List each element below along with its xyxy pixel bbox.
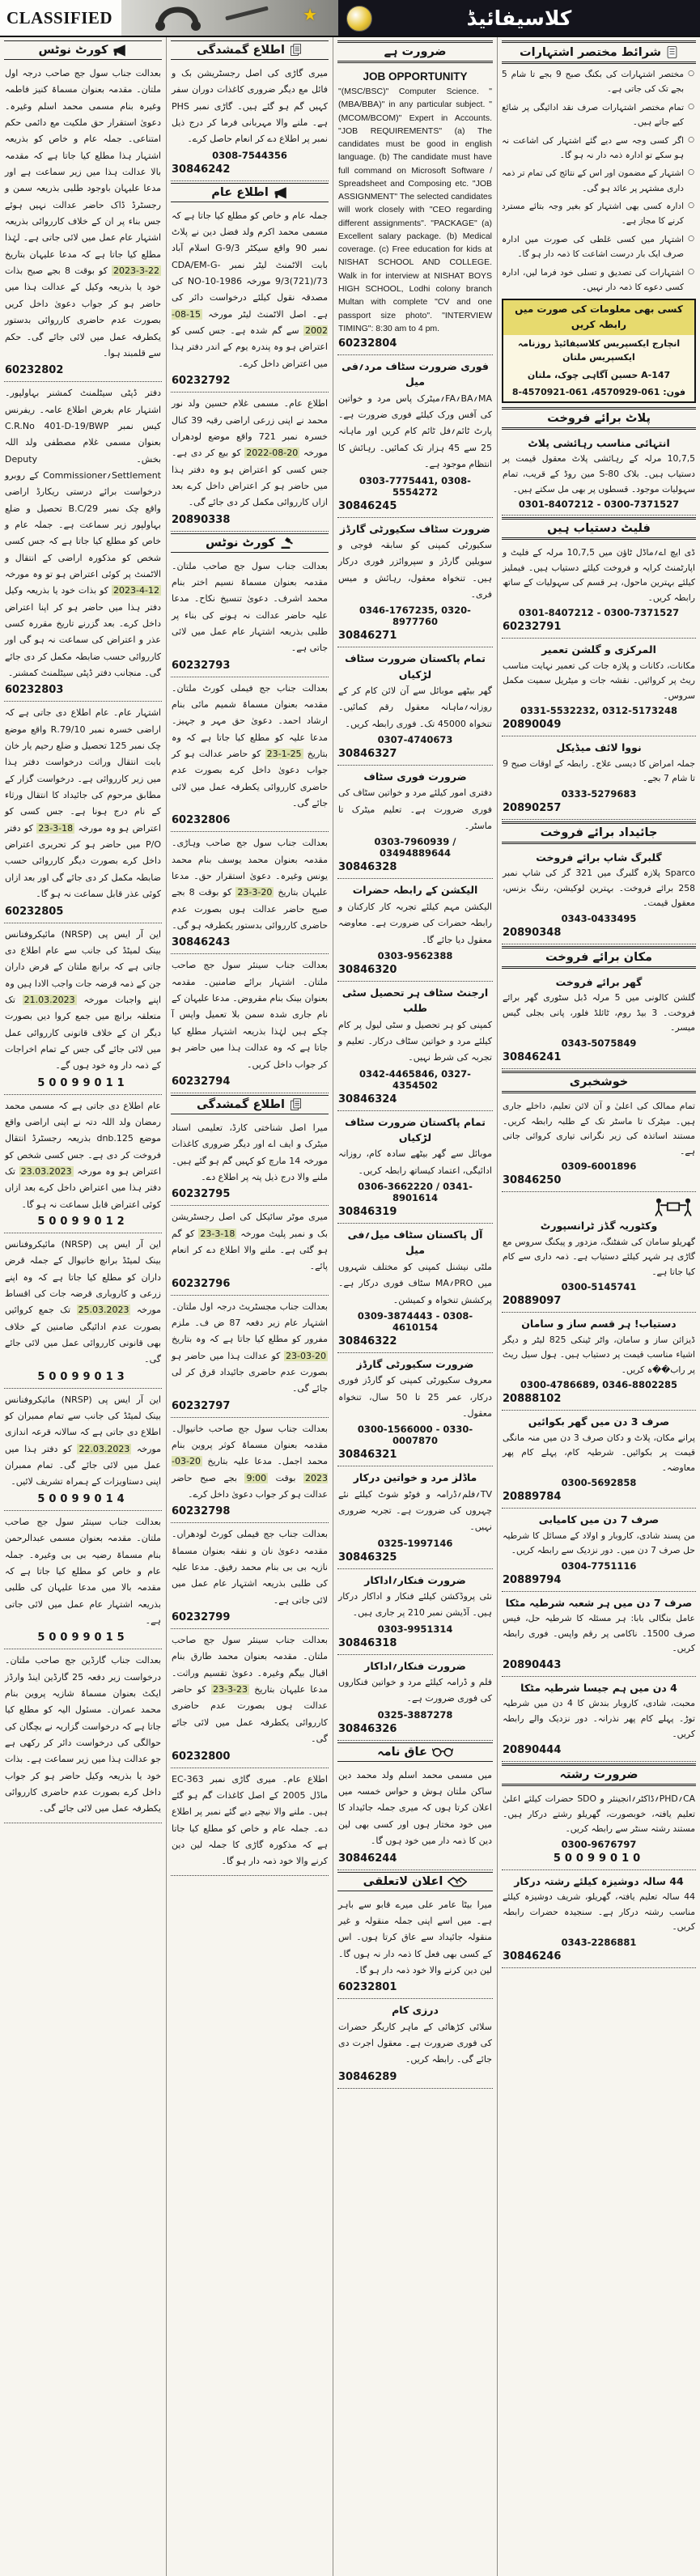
- classified-ad: [337, 355, 493, 517]
- ad-serial: 60232795: [172, 1188, 231, 1201]
- section-header: [337, 1872, 493, 1891]
- masthead: [0, 0, 700, 37]
- section-header: [502, 821, 696, 844]
- section-header-label: خوشخبری: [569, 1076, 629, 1089]
- ad-lead: ضرورت فنکار؍اداکار: [364, 1659, 466, 1672]
- section-header-label: اعلان لاتعلقی: [363, 1874, 443, 1888]
- classified-ad: [337, 647, 493, 766]
- ad-serial: 60232803: [5, 684, 64, 697]
- ad-body: این آر ایس پی (NRSP) مائیکروفنانس بینک لمیٹڈ کی جانب سے عام اطلاع دی جاتی ہے کہ برانچ ملتان کے قرض داران جن کے ذمہ قرضہ جات واجب الادا ہیں وہ اپنے واجبات مورخہ 21.03.2023 تک متعلقہ برانچ میں جمع کروا دیں بصورت دیگر ان کے خلاف قانونی کارروائی عمل میں لائی جائے گی جس کے تمام اخراجات کے ذمہ دار وہ خود ہوں گے۔: [5, 928, 162, 1072]
- ad-body: عام اطلاع دی جاتی ہے کہ مسمی محمد رمضان ولد اللہ دتہ نے اپنی اراضی واقع موضع dnb.125 بذریعہ رجسٹرڈ انتقال فروخت کر دی ہے۔ جس کسی شخص کو اعتراض ہو وہ مورخہ 23.03.2023 تک دفتر ہذا میں اعتراض داخل کرے بعد ازاں کوئی اعتراض قابل سماعت نہ ہو گا۔: [5, 1100, 161, 1210]
- section-header-label: اطلاع عام: [211, 185, 269, 199]
- ad-body: گھریلو سامان کی شفٹنگ، مزدور و پیکنگ سروس مع گاڑی ہر شہر کیلئے دستیاب ہے۔ ذمہ داری سے کام کیا جاتا ہے۔: [503, 1236, 695, 1277]
- ad-body: تمام ممالک کی اعلیٰ و آن لائن تعلیم، داخلے جاری ہیں۔ میٹرک تا ماسٹر تک کے طلبہ رابطہ کریں۔ مستند اساتذہ کی زیر نگرانی تیاری کروائی جاتی ہے۔: [503, 1101, 695, 1156]
- ad-serial: 30846245: [338, 499, 397, 512]
- scroll-icon: [666, 45, 678, 59]
- ad-phone: 0303-9562388: [377, 949, 453, 961]
- ad-serial: 20889097: [503, 1295, 562, 1308]
- ad-serial: 50099013: [37, 1370, 129, 1383]
- star-icon: ★: [303, 5, 317, 24]
- classified-ad: [502, 971, 696, 1069]
- classified-ad: [502, 1192, 696, 1313]
- ad-body: جملہ عام و خاص کو مطلع کیا جاتا ہے کہ مسمی محمد اکرم ولد فضل دین نے پلاٹ نمبر 90 واقع سیکٹر G-9/3 اسلام آباد بابت الاٹمنٹ لیٹر نمبر CDA/EM-G-9/3(721)/73 مورخہ NO-10-1986 کی مصدقہ نقول کیلئے درخواست دائر کی ہے۔ اصل الاٹمنٹ لیٹر مورخہ 15-08-2002 سے گم شدہ ہے۔ جس کسی کو اعتراض ہو وہ پندرہ یوم کے اندر دفتر ہذا میں اعتراض داخل کرے۔: [172, 210, 329, 369]
- ad-phone: 0307-4740673: [377, 734, 453, 746]
- terms-list: [502, 67, 696, 295]
- ad-lead: الیکشن کے رابطہ حضرات: [352, 884, 478, 897]
- ad-body: پرانے مکان، پلاٹ و دکان صرف 3 دن میں منہ مانگی قیمت پر بکوائیں۔ شرطیہ کام، پہلے کام پھر معاوضہ۔: [503, 1432, 695, 1473]
- ad-body: 10,7,5 مرلہ کے رہائشی پلاٹ معقول قیمت پر دستیاب ہیں۔ بلاک 80-S مین روڈ کے قریب، تمام سہولیات موجود۔ قسطوں پر بھی مل سکتے ہیں۔: [503, 453, 695, 494]
- classified-ad: [4, 1511, 162, 1649]
- ad-serial: 30846250: [503, 1174, 562, 1187]
- ad-body: اطلاع عام۔ میری گاڑی نمبر EC-363 ماڈل 2005 کے اصل کاغذات گم ہو گئے ہیں۔ ملنے والا نیچے دیے گئے نمبر پر اطلاع دے۔ جملہ عام و خاص کو مطلع کیا جاتا ہے کہ مذکورہ گاڑی کا جملہ لین دین کرنے والا خود ذمہ دار ہو گا۔: [172, 1773, 328, 1867]
- ad-lead: آل پاکستان سٹاف میل؍فی میل: [347, 1229, 483, 1257]
- classified-ad: [502, 1789, 696, 1870]
- section-header: [502, 407, 696, 430]
- ad-phone: 0300-1566000 - 0330-0007870: [357, 1424, 473, 1447]
- classified-ad: [502, 1411, 696, 1509]
- ad-serial: 30846289: [338, 2070, 397, 2083]
- classified-ad: [171, 1523, 329, 1629]
- ad-serial: 20889794: [503, 1573, 562, 1586]
- highlighted-date: 25-1-23: [266, 749, 302, 759]
- classified-title-ur: کلاسیفائیڈ: [466, 6, 572, 30]
- classified-ad: [337, 982, 493, 1111]
- contact-line: فون: 061-4570929، 061-4570921-8: [511, 387, 686, 398]
- section-header: [502, 1763, 696, 1786]
- ad-serial: 30846243: [172, 936, 231, 949]
- classified-ad: [337, 1353, 493, 1466]
- ad-lead: صرف 7 دن میں ہر شعبہ شرطیہ مٹکا: [505, 1596, 693, 1609]
- classified-ad: [502, 432, 696, 516]
- ad-lead: ضرورت فوری سٹاف: [363, 770, 467, 783]
- section-header-label: مکان برائے فروخت: [545, 950, 653, 964]
- classified-ad: [337, 766, 493, 879]
- ad-phone: 0309-3874443 - 0308-4610154: [357, 1309, 473, 1333]
- classified-ad: [337, 1999, 493, 2088]
- ad-serial: 30846321: [338, 1449, 397, 1462]
- ad-phone: 0301-8407212 - 0300-7371527: [518, 499, 680, 511]
- ad-serial: 50099014: [37, 1492, 129, 1505]
- ad-phone: 0303-9951314: [377, 1623, 453, 1635]
- section-header-label: عاق نامہ: [377, 1745, 427, 1759]
- ad-lead: صرف 3 دن میں گھر بکوائیں: [528, 1415, 670, 1428]
- ad-body: محبت، شادی، کاروبار بندش کا 4 دن میں شرطیہ توڑ۔ پہلے کام پھر نذرانہ۔ دور نزدیک والے رابطہ کریں۔: [503, 1698, 695, 1739]
- classified-title-en: CLASSIFIED: [6, 7, 113, 28]
- classified-ad: [4, 923, 162, 1095]
- ad-body: موبائل سے گھر بیٹھے سادہ کام، روزانہ ادائیگی، اعتماد کیساتھ رابطہ کریں۔: [338, 1148, 492, 1176]
- pen-icon: [225, 6, 269, 21]
- section-header: [502, 40, 696, 64]
- classified-ad: [337, 1764, 493, 1870]
- ad-body: بعدالت جناب سول جج صاحب ملتان۔ مقدمہ بعنوان مسماۃ نسیم اختر بنام محمد اشرف۔ دعویٰ تنسیخ نکاح۔ مدعا علیہ حاضر عدالت نہ ہونے کی بناء پر طلبی بذریعہ اشتہار عام عمل میں لائی جاتی ہے۔: [172, 560, 328, 654]
- highlighted-date: 22.03.2023: [78, 1443, 130, 1454]
- classified-ad: [4, 1233, 162, 1389]
- classified-ad: [337, 1569, 493, 1655]
- ad-phone: 0325-3887278: [377, 1708, 453, 1721]
- ad-body: این آر ایس پی (NRSP) مائیکروفنانس بینک لمیٹڈ کی جانب سے تمام ممبران کو اطلاع دی جاتی ہے کہ سالانہ قرعہ اندازی مورخہ 22.03.2023 کو دفتر ہذا میں عمل میں لائی جائے گی۔ تمام ممبران اپنی دستاویزات کے ہمراہ تشریف لائیں۔: [5, 1394, 162, 1487]
- section-header-label: پلاٹ برائے فروخت: [547, 412, 651, 425]
- column-court-notices: [0, 37, 167, 2576]
- ad-lead: المرکزی و گلشن تعمیر: [541, 643, 656, 656]
- ad-lead: گھر برائے فروخت: [555, 975, 643, 988]
- contact-line: 147-A حسین آگاہی چوک، ملتان: [527, 369, 671, 380]
- section-header: [171, 183, 329, 202]
- ad-body: مکانات، دکانات و پلازہ جات کی تعمیر نہایت مناسب ریٹ پر کروائیں۔ نقشہ جات و میٹریل سمیت مکمل سروس۔: [503, 660, 695, 701]
- ad-serial: 60232794: [172, 1075, 231, 1088]
- classified-ad: [502, 1096, 696, 1192]
- highlighted-date: 23.03.2023: [20, 1165, 72, 1177]
- ad-body: بعدالت جناب سینئر سول جج صاحب ملتان۔ اشتہار برائے ضامنین۔ مقدمہ بعنوان بینک بنام مقروض۔ مدعا علیہان کے نام جاری شدہ سمن بلا تعمیل واپس آ چکے ہیں لہٰذا بذریعہ اشتہار مطلع کیا جاتا ہے کہ وہ عدالت ہذا میں حاضر ہو کر جواب داخل کریں۔: [172, 960, 328, 1070]
- ad-lead: نووا لائف میڈیکل: [556, 741, 642, 754]
- contact-line: انچارج ایکسپریس کلاسیفائیڈ روزنامہ ایکسپریس ملتان: [517, 337, 681, 363]
- ad-serial: 20889784: [503, 1491, 562, 1504]
- terms-item: ○ مختصر اشتہارات کی بکنگ صبح 9 بجے تا شام 5 بجے تک کی جاتی ہے۔: [502, 67, 694, 97]
- classified-ad: [337, 1655, 493, 1741]
- ad-lead: ضرورت سٹاف سکیورٹی گارڈز: [339, 522, 490, 535]
- ad-phone: 0303-7960939 / 03494889644: [374, 836, 456, 859]
- ad-serial: 30846244: [338, 1852, 397, 1865]
- classified-ad: [337, 1466, 493, 1568]
- classified-ad: [171, 1629, 329, 1768]
- section-header-label: اطلاع گمشدگی: [197, 1097, 285, 1111]
- terms-item: ○ اشتہارات کی تصدیق و تسلی خود فرما لیں، ادارہ کسی دعوے کا ذمہ دار نہیں۔: [502, 265, 694, 295]
- ad-serial: 60232806: [172, 814, 231, 827]
- section-header-label: اطلاع گمشدگی: [197, 44, 285, 57]
- ad-body: ڈیزائن ساز و سامان، واٹر ٹینکی 825 لیٹر و دیگر اشیاء مناسب قیمت پر دستیاب ہیں۔ ہول سیل ریٹ پر راب��ہ کریں۔: [503, 1334, 695, 1375]
- ad-body: اطلاع عام۔ مسمی غلام حسین ولد نور محمد نے اپنی زرعی اراضی رقبہ 39 کنال خسرہ نمبر 721 واقع موضع لودھراں مورخہ 20-08-2022 کو بیع کر دی ہے۔ جس کسی کو اعتراض ہو وہ دفتر ہذا میں حاضر ہو کر اعتراض داخل کرے بعد ازاں کارروائی مکمل کر دی جائے گی۔: [172, 398, 328, 508]
- gavel-icon: [280, 537, 294, 550]
- ad-serial: 50099010: [553, 1852, 645, 1865]
- classified-ad: [502, 542, 696, 639]
- classified-ad: [502, 1592, 696, 1677]
- ad-serial: 60232804: [338, 337, 397, 350]
- ad-body: فلم و ڈرامہ کیلئے مرد و خواتین فنکاروں کی فوری ضرورت ہے۔: [338, 1677, 492, 1704]
- classified-ad: [502, 1509, 696, 1592]
- ad-phone: 0306-3662220 / 0341-8901614: [358, 1181, 473, 1204]
- classified-ad: [502, 1313, 696, 1411]
- classified-ad: [171, 1296, 329, 1418]
- classified-ad: [171, 677, 329, 833]
- terms-item: ○ تمام مختصر اشتہارات صرف نقد ادائیگی پر شائع کیے جاتے ہیں۔: [502, 100, 694, 130]
- ad-body: بعدالت جناب سول جج صاحب خانیوال۔ مقدمہ بعنوان مسماۃ کوثر پروین بنام محمد اجمل۔ مدعا علیہ بتاریخ 20-03-2023 بوقت 9:00 بجے صبح حاضر عدالت ہو کر جواب دعویٰ داخل کرے۔: [172, 1423, 328, 1500]
- ad-body: بعدالت جناب سینئر سول جج صاحب ملتان۔ مقدمہ بعنوان مسمی عبدالرحمن بنام مسماۃ رضیہ بی بی وغیرہ۔ جملہ عام و خاص کو مطلع کیا جاتا ہے کہ مقدمہ بالا میں مدعا علیہان کی طلبی بذریعہ اشتہار عام عمل میں لائی جاتی ہے۔: [5, 1516, 161, 1626]
- classified-ad: [337, 879, 493, 981]
- ad-serial: 30846322: [338, 1335, 397, 1347]
- ad-serial: 30846327: [338, 748, 397, 761]
- classified-ad: [171, 1418, 329, 1524]
- ad-lead: فوری ضرورت سٹاف مرد؍فی میل: [342, 360, 489, 388]
- terms-item: ○ اشتہار میں کسی غلطی کی صورت میں ادارہ صرف ایک بار درست اشاعت کا ذمہ دار ہو گا۔: [502, 232, 694, 262]
- ad-serial: 60232798: [172, 1505, 231, 1518]
- classified-ad: [4, 62, 162, 382]
- ad-body: ملٹی نیشنل کمپنی کو مختلف شہروں میں PRO؍MA سٹاف فوری درکار ہے۔ پرکشش تنخواہ و کمیشن۔: [338, 1261, 492, 1305]
- highlighted-date: 9:00: [246, 1472, 267, 1483]
- section-header: [502, 1071, 696, 1093]
- highlighted-date: 15-08-2002: [172, 308, 328, 337]
- classified-ad: [337, 518, 493, 648]
- highlighted-date: 20-03-23: [286, 1350, 326, 1361]
- ad-phone: 0300-4786689, 0346-8802285: [520, 1379, 677, 1391]
- section-header: [502, 517, 696, 540]
- ad-serial: 20890257: [503, 801, 562, 814]
- ad-body: کمپنی کو ہر تحصیل و سٹی لیول پر کام کیلئے مرد و خواتین سٹاف درکار۔ تعلیم و تجربہ کی شرط نہیں۔: [338, 1019, 492, 1063]
- ad-serial: 20890338: [172, 513, 231, 526]
- ad-lead: 4 دن میں ہم جیسا شرطیہ مٹکا: [520, 1682, 677, 1694]
- ad-icon-row: [503, 1197, 695, 1216]
- ad-body: میری موٹر سائیکل کی اصل رجسٹریشن بک و نمبر پلیٹ مورخہ 18-3-23 کو گم ہو گئی ہے۔ ملنے والا اطلاع دے کر انعام پائے۔: [172, 1212, 328, 1272]
- ad-phone: 0300-5692858: [561, 1477, 637, 1489]
- ad-phone: 0303-7775441, 0308-5554272: [359, 474, 471, 498]
- ad-phone: 0309-6001896: [561, 1161, 637, 1173]
- ad-serial: 60232800: [172, 1750, 231, 1763]
- ad-body: بعدالت جناب سول جج صاحب وہاڑی۔ مقدمہ بعنوان محمد یوسف بنام محمد یونس وغیرہ۔ دعویٰ استقرار حق۔ مدعا علیہان بتاریخ 20-3-23 کو بوقت 8 بجے صبح حاضر عدالت ہوں بصورت عدم حاضری کارروائی بدستور یکطرفہ ہو گی۔: [172, 838, 328, 932]
- terms-item: ○ اگر کسی وجہ سے دیے گئے اشتہار کی اشاعت نہ ہو سکے تو ادارہ ذمہ دار نہ ہو گا۔: [502, 134, 694, 163]
- ad-serial: 60232805: [5, 905, 64, 918]
- ad-body: گھر بیٹھے موبائل سے آن لائن کام کر کے روزانہ؍ماہانہ معقول رقم کمائیں۔ تنخواہ 45000 تک۔ فوری رابطہ کریں۔: [338, 685, 492, 729]
- highlighted-date: 20-3-23: [237, 887, 273, 898]
- classified-ad: [171, 1117, 329, 1206]
- ad-body: سلائی کڑھائی کے ماہر کاریگر حضرات کی فوری ضرورت ہے۔ معقول اجرت دی جائے گی۔ رابطہ کریں۔: [338, 2021, 492, 2065]
- section-header-label: ضرورت رشتہ: [559, 1768, 638, 1782]
- ad-body: این آر ایس پی (NRSP) مائیکروفنانس بینک لمیٹڈ برانچ خانیوال کے جملہ قرض داران کو مطلع کیا جاتا ہے کہ وہ اپنے زرعی و کاروباری قرضہ جات کی اقساط مورخہ 25.03.2023 تک جمع کروائیں بصورت عدم ادائیگی ضامنین کے خلاف بھی قانونی کارروائی عمل میں لائی جائے گی۔: [5, 1239, 161, 1365]
- ad-phone: 0343-0433495: [561, 912, 637, 924]
- classified-columns: [0, 37, 700, 2576]
- ad-lead: دستیاب! ہر قسم ساز و سامان: [521, 1318, 677, 1330]
- ad-serial: 60232801: [338, 1981, 397, 1994]
- ad-lead: 44 سالہ دوشیزہ کیلئے رشتہ درکار: [514, 1874, 684, 1887]
- section-header-label: کورٹ نوٹس: [38, 44, 108, 57]
- section-header-label: کورٹ نوٹس: [206, 536, 275, 550]
- ad-phone: 0308-7544356: [212, 149, 287, 161]
- section-header: [171, 533, 329, 553]
- section-header-label: فلیٹ دستیاب ہیں: [547, 522, 651, 536]
- column-public-notices: [167, 37, 333, 2576]
- ad-body: جملہ امراض کا دیسی علاج۔ رابطہ کے اوقات صبح 9 تا شام 7 بجے۔: [503, 758, 695, 784]
- ad-phone: 0301-8407212 - 0300-7371527: [518, 607, 680, 619]
- terms-item: ○ اشتہار کے مضمون اور اس کے نتائج کی تمام تر ذمہ داری مشتہر پر عائد ہو گی۔: [502, 166, 694, 196]
- column-situations-vacant: [333, 37, 498, 2576]
- section-header: [4, 40, 162, 60]
- ad-body: معروف سکیورٹی کمپنی کو گارڈز فوری درکار، عمر 25 تا 50 سال، تنخواہ معقول۔: [338, 1375, 492, 1419]
- classified-ad: [337, 66, 493, 355]
- contact-box: [502, 299, 696, 403]
- ad-serial: 60232792: [172, 375, 231, 388]
- ad-body: میرا اصل شناختی کارڈ، تعلیمی اسناد میٹرک و ایف اے اور دیگر ضروری کاغذات مورخہ 14 مارچ کو کہیں گم ہو گئے ہیں۔ ملنے والا درج ذیل پتہ پر اطلاع دے۔: [172, 1122, 328, 1182]
- highlighted-date: 20-03-2023: [172, 1456, 328, 1483]
- classified-ad: [4, 1649, 162, 1823]
- documents-icon: [290, 44, 303, 57]
- ad-lead: گلبرگ شاپ برائے فروخت: [536, 851, 662, 864]
- ad-serial: 30846318: [338, 1636, 397, 1649]
- ad-lead: تمام پاکستان ضرورت سٹاف لڑکیاں: [345, 1115, 486, 1144]
- contact-line: کسی بھی معلومات کی صورت میں رابطہ کریں: [503, 300, 694, 334]
- ad-serial: 60232796: [172, 1277, 231, 1290]
- ad-phone: 0333-5279683: [561, 787, 637, 800]
- classified-ad: [171, 205, 329, 393]
- ad-body: اشتہار عام۔ عام اطلاع دی جاتی ہے کہ اراضی خسرہ نمبر 79/10.R واقع موضع چک نمبر 125 تحصیل و ضلع رحیم یار خان بابت انتقال وراثت درخواست دفتر ہذا میں زیر کارروائی ہے۔ درخواست گزار کے مطابق مرحوم کی جائیداد کا انتقال ورثاء کے نام درج ہونا ہے۔ جس کسی کو اعتراض ہو وہ مورخہ 18-3-23 کو دفتر P/O میں حاضر ہو کر تحریری اعتراض داخل کرے بصورت دیگر کارروائی حسب ضابطہ مکمل کر دی جائے گی اور بعد ازاں کوئی عذر قابل سماعت نہ ہو گا۔: [5, 707, 162, 900]
- ad-lead: وکٹوریہ گڈز ٹرانسپورٹ: [540, 1220, 658, 1233]
- classified-ad: [171, 393, 329, 531]
- classified-ad: [171, 1206, 329, 1295]
- section-header: [502, 946, 696, 969]
- ad-lead: ماڈلز مرد و خواتین درکار: [353, 1471, 477, 1484]
- ad-phone: 0304-7751116: [561, 1560, 637, 1572]
- highlighted-date: 25.03.2023: [78, 1305, 129, 1316]
- ad-serial: 30846320: [338, 963, 397, 976]
- ad-body: بعدالت جناب جج فیملی کورٹ لودھراں۔ مقدمہ دعویٰ نان و نفقہ بعنوان مسماۃ نازیہ بی بی بنام محمد رفیق۔ مدعا علیہ کی طلبی بذریعہ اشتہار عام عمل میں لائی جاتی ہے۔: [172, 1529, 328, 1606]
- express-emblem-icon: [346, 6, 372, 32]
- ad-serial: 30846319: [338, 1206, 397, 1219]
- masthead-decoration: [121, 0, 338, 36]
- ad-serial: 20890049: [503, 719, 562, 732]
- classified-ad: [337, 1224, 493, 1353]
- ad-body: گلشن کالونی میں 5 مرلہ ڈبل سٹوری گھر برائے فروخت۔ 3 بیڈ روم، ٹائلڈ فلور، پانی بجلی گیس میسر۔: [503, 992, 695, 1033]
- classified-ad: [4, 382, 162, 702]
- classified-ad: [502, 847, 696, 944]
- ad-serial: 30846326: [338, 1722, 397, 1735]
- ad-body: بعدالت جناب سینئر سول جج صاحب ملتان۔ مقدمہ بعنوان محمد طارق بنام اقبال بیگم وغیرہ۔ دعویٰ تقسیم وراثت۔ مدعا علیہان بتاریخ 23-3-23 کو حاضر عدالت ہوں بصورت عدم حاضری کارروائی یکطرفہ عمل میں لائی جائے گی۔: [172, 1635, 328, 1745]
- ad-serial: 60232802: [5, 364, 64, 377]
- masthead-left: [0, 0, 121, 36]
- column-terms-property: [498, 37, 700, 2576]
- highlighted-date: 18-3-23: [200, 1228, 235, 1239]
- section-header: [171, 1095, 329, 1114]
- ad-serial: 50099012: [37, 1216, 129, 1228]
- ad-lead: ارجنٹ سٹاف ہر تحصیل سٹی طلب: [342, 986, 489, 1015]
- ad-phone: 0331-5532232, 0312-5173248: [520, 705, 677, 717]
- highlighted-date: 23-3-23: [213, 1684, 248, 1695]
- movers-icon: [503, 1197, 695, 1216]
- classified-ad: [502, 1677, 696, 1762]
- ad-serial: 20890443: [503, 1659, 562, 1671]
- classified-ad: [171, 1768, 329, 1876]
- ad-body: عامل بنگالی بابا: ہر مسئلہ کا شرطیہ حل، فیس صرف 1500۔ ناکامی پر رقم واپس۔ فوری رابطہ کریں۔: [503, 1613, 695, 1654]
- highlighted-date: 12-4-2023: [113, 585, 159, 596]
- ad-serial: 60232793: [172, 659, 231, 672]
- section-header: [337, 1742, 493, 1762]
- ad-serial: 60232791: [503, 621, 562, 634]
- ad-serial: 30846328: [338, 861, 397, 874]
- ad-body: میرا بیٹا عامر علی میرے قابو سے باہر ہے۔ میں اسے اپنی جملہ منقولہ و غیر منقولہ جائیداد سے عاق کرتا ہوں۔ اس کے کسی بھی فعل کا ذمہ دار نہ ہوں گا۔ لین دین کرنے والا خود ذمہ دار ہو گا۔: [338, 1899, 492, 1975]
- ad-body: TV؍فلم؍ڈرامہ و فوٹو شوٹ کیلئے نئے چہروں کی ضرورت ہے۔ تجربہ ضروری نہیں۔: [338, 1488, 492, 1533]
- ad-phone: 0343-2286881: [561, 1936, 637, 1948]
- megaphone-icon: [274, 186, 288, 199]
- classified-ad: [502, 1870, 696, 1968]
- ad-serial: 50099011: [37, 1076, 129, 1089]
- ad-serial: 20890444: [503, 1744, 562, 1757]
- ad-serial: 30846242: [172, 163, 231, 176]
- ad-phone: 0300-9676797: [561, 1838, 637, 1850]
- ad-lead: انتہائی مناسب رہائشی پلاٹ: [528, 437, 670, 449]
- classified-ad: [171, 832, 329, 954]
- ad-body: بعدالت جناب جج فیملی کورٹ ملتان۔ مقدمہ بعنوان مسماۃ شمیم مائی بنام ارشاد احمد۔ دعویٰ حق مہر و جہیز۔ مدعا علیہ کو مطلع کیا جاتا ہے کہ وہ بتاریخ 25-1-23 کو حاضر عدالت ہو کر جواب دعویٰ داخل کرے بصورت عدم حاضری کارروائی یکطرفہ عمل میں لائی جائے گی۔: [172, 682, 328, 809]
- ad-body: "(MSC/BSC)" Computer Science. "(MBA/BBA)" in any particular subject. "(MCOM/BCOM)" Expert in Accounts. "JOB REQUIREMENTS" (a) The candidates must be good in english language. (b) The candidate must have full command on Microsoft Software / Spreadsheet and Composing etc. "JOB ASSIGNMENT" The selected candidates will work closely with "CEO regarding different assignments". "PACKAGE" (a) Excellent salary package. (b) Medical coverage. (c) Free education for kids at NISHAT SCHOOL AND COLLEGE. Walk in for interview at NISHAT BOYS HIGH SCHOOL, Lodhi colony branch Multan with complete "CV and one passport size photo". "INTERVIEW TIMING": 8:30 am to 4 pm.: [338, 87, 492, 333]
- ad-body: بعدالت جناب گارڈین جج صاحب ملتان۔ درخواست زیر دفعہ 25 گارڈین اینڈ وارڈز ایکٹ بعنوان مسماۃ شازیہ پروین بنام محمد عمران۔ مسئول الیہ کو مطلع کیا جاتا ہے کہ درخواست گزاریہ نے بچگان کی حوالگی کی درخواست دائر کر رکھی ہے جو عدالت ہذا میں زیر سماعت ہے۔ بذات خود یا بذریعہ وکیل حاضر ہو کر جواب داخل کرے بصورت عدم حاضری کارروائی یکطرفہ عمل میں لائی جائے گی۔: [5, 1655, 161, 1814]
- ad-lead: ضرورت سکیورٹی گارڈز: [356, 1357, 474, 1370]
- ad-lead: درزی کام: [392, 2004, 439, 2017]
- ad-lead: ضرورت فنکار؍اداکار: [364, 1573, 466, 1586]
- ad-title: JOB OPPORTUNITY: [363, 70, 468, 83]
- ad-body: میں مسمی محمد اسلم ولد محمد دین ساکن ملتان ہوش و حواس خمسہ میں اعلان کرتا ہوں کہ میری جملہ جائیداد کا میں خود مختار ہوں اور کسی بھی لین دین کا ذمہ دار میں خود ہوں گا۔: [338, 1769, 492, 1847]
- ad-body: دفتری امور کیلئے مرد و خواتین سٹاف کی فوری ضرورت ہے۔ تعلیم میٹرک تا ماسٹر۔: [338, 787, 492, 832]
- highlighted-date: 22-3-2023: [113, 265, 160, 277]
- section-header-label: شرائط مختصر اشتہارات: [520, 45, 661, 59]
- classified-ad: [171, 62, 329, 181]
- ad-serial: 60232799: [172, 1611, 231, 1624]
- ad-phone: 0300-5145741: [561, 1281, 637, 1293]
- ad-phone: 0343-5075849: [561, 1038, 637, 1049]
- ad-serial: 20890348: [503, 926, 562, 939]
- ad-body: دفتر ڈپٹی سیٹلمنٹ کمشنر بہاولپور۔ اشتہار عام بغرض اطلاع عامہ۔ ریفرنس کیس نمبر C.R.No 401-D-19/BWP بعنوان مسمی غلام مصطفی ولد اللہ بخش۔ Deputy Settlement؍Commissioner کے روبرو درخواست برائے درستی ریکارڈ اراضی واقع چک نمبر 29/B.C تحصیل و ضلع بہاولپور زیر سماعت ہے۔ جملہ عام و خاص کو مطلع کیا جاتا ہے کہ جس کسی شخص کو مذکورہ اراضی کے انتقال و الاٹمنٹ پر کوئی اعتراض ہو تو وہ مورخہ 12-4-2023 کو بذات خود یا بذریعہ وکیل دفتر ہذا میں حاضر ہو کر اپنا اعتراض داخل کرے۔ بعد گزرنے تاریخ مقررہ کسی عذر و اعتراض کی سماعت نہ ہو گی اور کارروائی حسب ضابطہ مکمل کر دی جائے گی۔ منجانب دفتر ڈپٹی سیٹلمنٹ کمشنر۔: [5, 388, 161, 679]
- ad-body: بعدالت جناب سول جج صاحب درجہ اول ملتان۔ مقدمہ بعنوان مسماۃ کنیز فاطمہ وغیرہ بنام مسمی محمد اسلم وغیرہ۔ دعویٰ استقرار حق ملکیت مع دائمی حکم امتناعی۔ جملہ عام و خاص کو بذریعہ اشتہار ہذا مطلع کیا جاتا ہے کہ مقدمہ بالا عدالت ہذا میں زیر سماعت ہے اور مدعا علیہان باوجود طلبی بذریعہ سمن و رجسٹرڈ ڈاک حاضر عدالت نہیں ہوئے جس بناء پر ان کے خلاف کارروائی بذریعہ اشتہار عام عمل میں لائی جاتی ہے۔ لہٰذا مطلع کیا جاتا ہے کہ مدعا علیہان بتاریخ 22-3-2023 کو بوقت 8 بجے صبح بذات خود یا بذریعہ وکیل کے عدالت ہذا میں حاضر ہو کر جواب دعویٰ داخل کریں بصورت عدم حاضری کارروائی بدستور یکطرفہ عمل میں لائی جائے گی۔ حکم سے قلمبند ہوا۔: [5, 68, 161, 359]
- ad-lead: صرف 7 دن میں کامیابی: [538, 1513, 660, 1526]
- highlighted-date: 20-08-2022: [246, 448, 299, 459]
- handshake-icon: [448, 1876, 467, 1887]
- ad-body: سکیورٹی کمپنی کو سابقہ فوجی و سویلین گارڈز و سپروائزر فوری درکار ہیں۔ تنخواہ معقول، رہائش و میس فری۔: [338, 539, 492, 600]
- ad-body: بعدالت جناب مجسٹریٹ درجہ اول ملتان۔ اشتہار عام زیر دفعہ 87 ض ف۔ ملزم مفرور کو مطلع کیا جاتا ہے کہ وہ بتاریخ 20-03-23 کو عدالت ہذا میں حاضر ہو بصورت عدم حاضری جائیداد قرق کر لی جائے گی۔: [172, 1301, 328, 1394]
- ad-serial: 30846246: [503, 1950, 562, 1963]
- terms-item: ○ ادارہ کسی بھی اشتہار کو بغیر وجہ بتائے مسترد کرنے کا مجاز ہے۔: [502, 199, 694, 229]
- classified-ad: [4, 1389, 162, 1511]
- classified-ad: [337, 1111, 493, 1224]
- ad-serial: 20888102: [503, 1393, 562, 1406]
- ad-body: 44 سالہ تعلیم یافتہ، گھریلو، شریف دوشیزہ کیلئے مناسب رشتہ درکار ہے۔ سنجیدہ حضرات رابطہ کریں۔: [503, 1891, 695, 1933]
- ad-body: نئی پروڈکشن کیلئے فنکار و اداکار درکار ہیں۔ آڈیشن نمبر 210 پر جاری ہیں۔: [338, 1591, 492, 1619]
- documents-icon: [290, 1098, 303, 1111]
- classified-ad: [4, 1095, 162, 1233]
- ad-body: میری گاڑی کی اصل رجسٹریشن بک و فائل مع دیگر ضروری کاغذات دوران سفر کہیں گم ہو گئے ہیں۔ گاڑی نمبر PHS ہے۔ ملنے والا مہربانی فرما کر درج ذیل نمبر پر اطلاع دے کر انعام حاصل کرے۔: [172, 68, 328, 145]
- classified-ad: [502, 639, 696, 736]
- ad-phone: 0346-1767235, 0320-8977760: [359, 605, 471, 628]
- section-header: [171, 40, 329, 60]
- ad-serial: 50099015: [37, 1632, 129, 1644]
- classified-ad: [502, 736, 696, 820]
- megaphone-icon: [112, 44, 127, 57]
- section-header-label: جائیداد برائے فروخت: [540, 825, 658, 839]
- ad-phone: 0342-4465846, 0327-4354502: [359, 1067, 471, 1091]
- classified-ad: [337, 1894, 493, 2000]
- ad-serial: 30846241: [503, 1051, 562, 1063]
- phone-icon: [152, 4, 204, 33]
- classified-ad: [171, 555, 329, 677]
- ad-serial: 30846324: [338, 1093, 397, 1106]
- ad-serial: 60232797: [172, 1399, 231, 1412]
- ad-serial: 30846325: [338, 1551, 397, 1564]
- glasses-icon: [432, 1746, 453, 1757]
- ad-body: ڈی ایچ اے؍ماڈل ٹاؤن میں 10,7,5 مرلہ کے فلیٹ و اپارٹمنٹ کرایہ و فروخت کیلئے دستیاب ہیں۔ فیملیز کیلئے بہترین ماحول، ہر قسم کی سہولیات کے ساتھ رابطہ کریں۔: [503, 547, 695, 603]
- ad-lead: تمام پاکستان ضرورت سٹاف لڑکیاں: [345, 652, 486, 681]
- highlighted-date: 21.03.2023: [23, 994, 75, 1005]
- highlighted-date: 18-3-23: [38, 822, 74, 834]
- masthead-right: [338, 0, 700, 36]
- ad-body: CA؍PHD؍ڈاکٹر؍انجینئر و SDO حضرات کیلئے اعلیٰ تعلیم یافتہ، خوبصورت، گھریلو رشتے درکار ہیں۔ مستند رشتہ سنٹر سے رابطہ کریں۔: [503, 1793, 695, 1835]
- ad-body: الیکشن مہم کیلئے تجربہ کار کارکنان و رابطہ حضرات کی ضرورت ہے۔ معاوضہ معقول دیا جائے گا۔: [338, 901, 492, 945]
- ad-body: Sparco پلازہ گلبرگ میں 321 گز کی شاپ نمبر 258 برائے فروخت۔ بہترین لوکیشن، رننگ بزنس، معقول قیمت۔: [503, 868, 695, 909]
- classified-ad: [4, 702, 162, 923]
- section-header-label: ضرورت ہے: [384, 45, 447, 58]
- ad-body: MA؍BA؍FA؍میٹرک پاس مرد و خواتین کی آفس ورک کیلئے فوری ضرورت ہے۔ پارٹ ٹائم؍فل ٹائم کام کریں اور ماہانہ 25 سے 45 ہزار تک کمائیں۔ رہائش کا انتظام موجود ہے۔: [338, 393, 493, 470]
- section-header: [337, 40, 493, 63]
- classified-ad: [171, 954, 329, 1093]
- ad-body: من پسند شادی، کاروبار و اولاد کے مسائل کا شرطیہ حل صرف 7 دن میں۔ دور نزدیک سے رابطہ کریں۔: [503, 1530, 695, 1556]
- ad-phone: 0325-1997146: [377, 1537, 453, 1549]
- ad-serial: 30846271: [338, 630, 397, 643]
